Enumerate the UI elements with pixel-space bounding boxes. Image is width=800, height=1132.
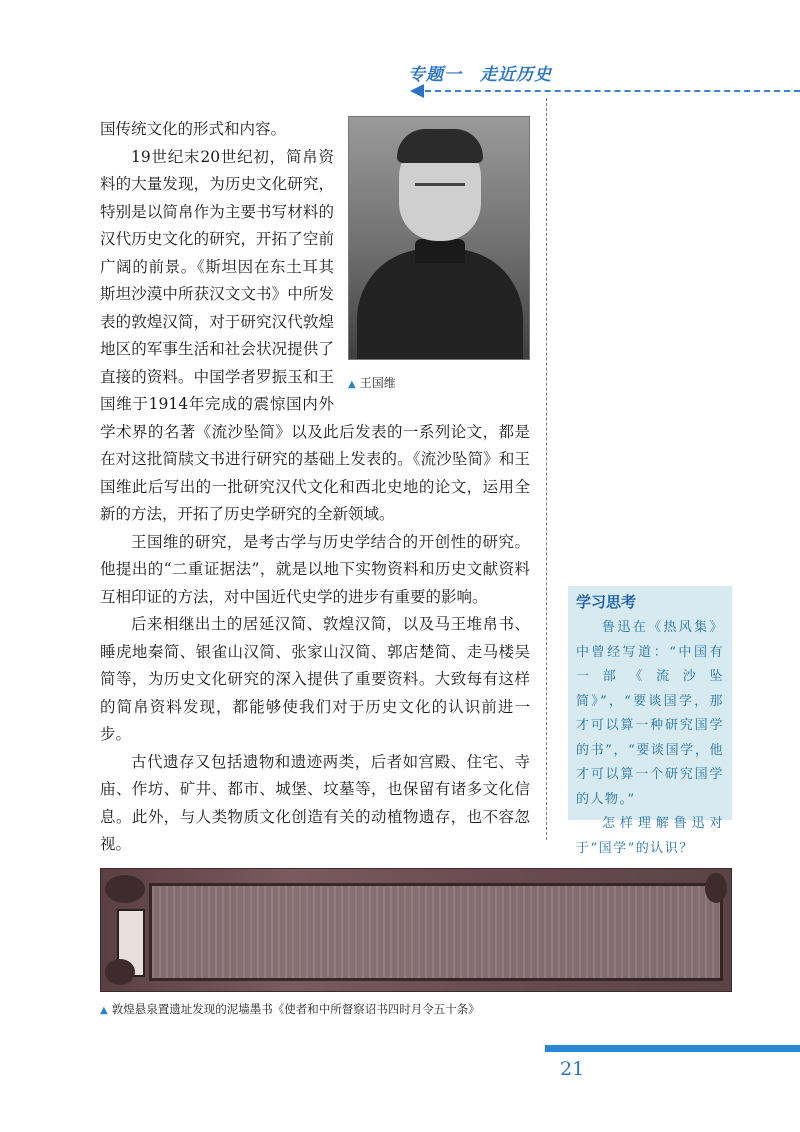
triangle-icon: ▲ <box>348 379 356 390</box>
page-number: 21 <box>560 1058 585 1080</box>
paragraph-4: 后来相继出土的居延汉简、敦煌汉简，以及马王堆帛书、睡虎地秦简、银雀山汉简、张家山汉简、郭店楚简、走马楼吴简等，为历史文化研究的深入提供了重要资料。大致每有这样的简帛资料发现，都能够使我们对于历史文化的认识前进一步。 <box>100 615 530 743</box>
figure-caption: ▲ 敦煌悬泉置遗址发现的泥墙墨书《使者和中所督察诏书四时月令五十条》 <box>100 1002 480 1016</box>
paragraph-1: 国传统文化的形式和内容。 <box>100 120 287 138</box>
main-text <box>100 116 530 859</box>
sidebar-question: 怎样理解鲁迅对于“国学”的认识？ <box>576 816 724 856</box>
paragraph-5: 古代遗存又包括遗物和遗迹两类，后者如宫殿、住宅、寺庙、作坊、矿井、都市、城堡、坟墓等，也保留有诸多文化信息。此外，与人类物质文化创造有关的动植物遗存，也不容忽视。 <box>100 752 530 853</box>
portrait-photo <box>348 116 530 360</box>
sidebar-quote: 鲁迅在《热风集》中曾经写道：“中国有一部《流沙坠简》”，“要谈国学，那才可以算一种研究国学的书”，“要谈国学，他才可以算一个研究国学的人物。” <box>576 620 724 807</box>
paragraph-2: 19世纪末20世纪初，简帛资料的大量发现，为历史文化研究，特别是以简帛作为主要书写材料的汉代历史文化的研究，开拓了空前广阔的前景。《斯坦因在东土耳其斯坦沙漠中所获汉文文书》中所发表的敦煌汉简，对于研究汉代敦煌地区的军事生活和社会状况提供了直接的资料。中国学者罗振玉和王国维于1914年完成的震惊国内外学术界的名著《流沙坠简》以及此后发表的一系列论文，都是在对这批简牍文书进行研究的基础上发表的。《流沙坠简》和王国维此后写出的一批研究汉代文化和西北史地的论文，运用全新的方法，开拓了历史学研究的全新领域。 <box>100 147 530 523</box>
chapter-header <box>408 60 552 85</box>
section-title: 走近历史 <box>480 65 552 85</box>
margin-divider <box>546 98 547 840</box>
wall-inscription-photo <box>100 868 732 992</box>
footer-bar <box>545 1045 800 1052</box>
sidebar-title: 学习思考 <box>576 593 637 611</box>
header-arrow-icon <box>410 84 424 98</box>
sidebar-text <box>568 612 732 861</box>
portrait-caption: ▲ 王国维 <box>348 376 396 390</box>
study-think-box <box>568 586 732 856</box>
header-divider <box>425 90 800 92</box>
triangle-icon: ▲ <box>100 1005 108 1016</box>
portrait-figure <box>348 116 530 398</box>
paragraph-3: 王国维的研究，是考古学与历史学结合的开创性的研究。他提出的“二重证据法”，就是以地下实物资料和历史文献资料互相印证的方法，对中国近代史学的进步有重要的影响。 <box>100 532 530 606</box>
section-label: 专题一 <box>408 65 462 85</box>
